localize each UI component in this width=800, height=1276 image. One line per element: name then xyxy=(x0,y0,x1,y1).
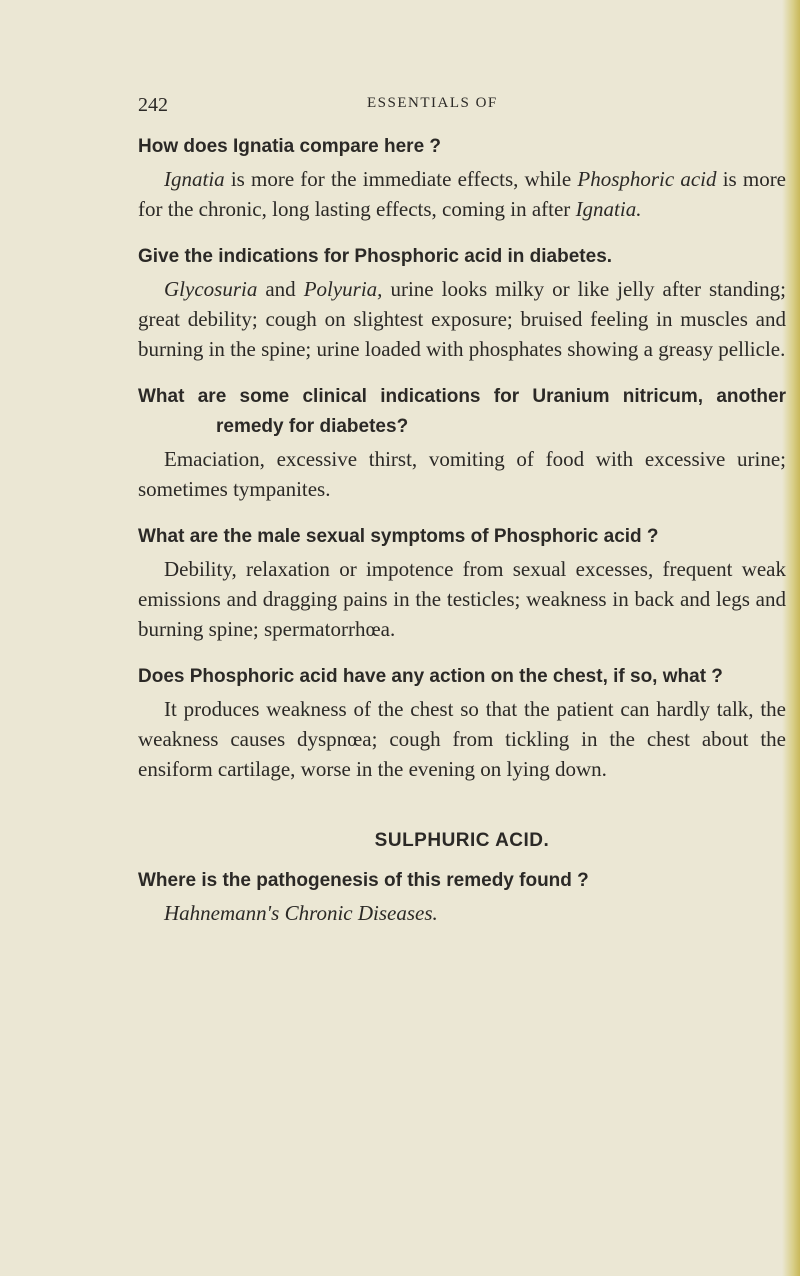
answer xyxy=(138,694,786,784)
italic-text: Hahnemann's Chronic Diseases. xyxy=(164,901,438,925)
text-run: Debility, relaxation or impotence from sexual excesses, frequent weak emissions and dragging pains in the testicles; weakness in back and legs and burning spine; spermatorrhœa. xyxy=(138,557,786,641)
question: What are the male sexual symptoms of Phosphoric acid ? xyxy=(138,526,659,547)
text-run: is more for the chronic, long lasting effects, coming in after xyxy=(138,167,787,221)
text-run: It produces weakness of the chest so that the patient can hardly talk, the weakness causes dyspnœa; cough from tickling in the chest about the ensiform cartilage, worse in the evening on lying down. xyxy=(138,697,786,781)
text-run: urine looks milky or like jelly after standing; great debility; cough on slightest exposure; bruised feeling in muscles and burning in the spine; urine loaded with phosphates showing a greasy pellicle. xyxy=(138,277,786,361)
section-heading: SULPHURIC ACID. xyxy=(374,830,550,851)
italic-text: Polyuria, xyxy=(303,277,383,301)
text-run: Emaciation, excessive thirst, vomiting of food with excessive urine; sometimes tympanites. xyxy=(138,447,786,501)
page-content xyxy=(138,94,786,928)
question: Does Phosphoric acid have any action on the chest, if so, what ? xyxy=(138,666,723,687)
page-number: 242 xyxy=(138,94,168,116)
question: How does Ignatia compare here ? xyxy=(138,136,442,157)
running-head-title: ESSENTIALS OF xyxy=(367,95,498,111)
running-head xyxy=(138,94,786,120)
qa-item xyxy=(138,662,786,784)
question: What are some clinical indications for Uranium nitricum, another remedy for diabetes? xyxy=(138,386,786,437)
italic-text: Ignatia. xyxy=(575,197,642,221)
qa-item xyxy=(138,242,786,364)
italic-text: Glycosuria xyxy=(164,277,258,301)
qa-item xyxy=(138,522,786,644)
text-run: and xyxy=(257,277,304,301)
italic-text: Ignatia xyxy=(164,167,225,191)
italic-text: Phosphoric acid xyxy=(577,167,717,191)
answer xyxy=(138,444,786,504)
question: Where is the pathogenesis of this remedy found ? xyxy=(138,870,589,891)
answer xyxy=(138,164,786,224)
qa-item xyxy=(138,132,786,224)
answer xyxy=(138,898,786,928)
qa-item xyxy=(138,382,786,504)
text-run: is more for the immediate effects, while xyxy=(224,167,578,191)
qa-item xyxy=(138,866,786,928)
answer xyxy=(138,274,786,364)
question: Give the indications for Phosphoric acid in diabetes. xyxy=(138,246,613,267)
answer xyxy=(138,554,786,644)
